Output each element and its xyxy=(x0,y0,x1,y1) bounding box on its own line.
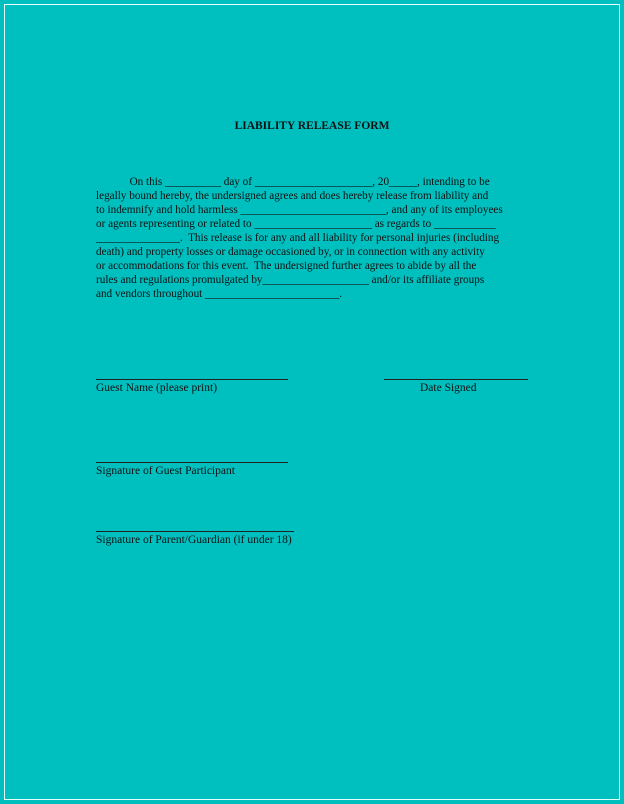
form-title: LIABILITY RELEASE FORM xyxy=(234,120,390,132)
guardian-signature-line[interactable] xyxy=(96,531,294,532)
guest-signature-line[interactable] xyxy=(96,462,288,463)
paragraph-line: rules and regulations promulgated by___________________ and/or its affiliate groups xyxy=(96,274,485,286)
guest-name-line[interactable] xyxy=(96,379,288,380)
paragraph-line: or agents representing or related to _____________________ as regards to ___________ xyxy=(96,218,496,230)
guest-signature-label: Signature of Guest Participant xyxy=(96,465,235,477)
date-signed-line[interactable] xyxy=(384,379,528,380)
paragraph-line: or accommodations for this event. The undersigned further agrees to abide by all the xyxy=(96,260,477,272)
guardian-signature-label: Signature of Parent/Guardian (if under 18) xyxy=(96,534,292,546)
release-paragraph xyxy=(96,175,536,301)
date-signed-label: Date Signed xyxy=(420,382,477,394)
paragraph-line: and vendors throughout ________________________. xyxy=(96,288,343,300)
paragraph-line: legally bound hereby, the undersigned agrees and does hereby release from liability and xyxy=(96,190,489,202)
paragraph-line: On this __________ day of _____________________, 20_____, intending to be xyxy=(96,176,490,188)
paragraph-line: death) and property losses or damage occasioned by, or in connection with any activity xyxy=(96,246,485,258)
guest-name-label: Guest Name (please print) xyxy=(96,382,218,394)
paragraph-line: to indemnify and hold harmless __________________________, and any of its employees xyxy=(96,204,503,216)
paragraph-line: _______________. This release is for any and all liability for personal injuries (including xyxy=(96,232,500,244)
